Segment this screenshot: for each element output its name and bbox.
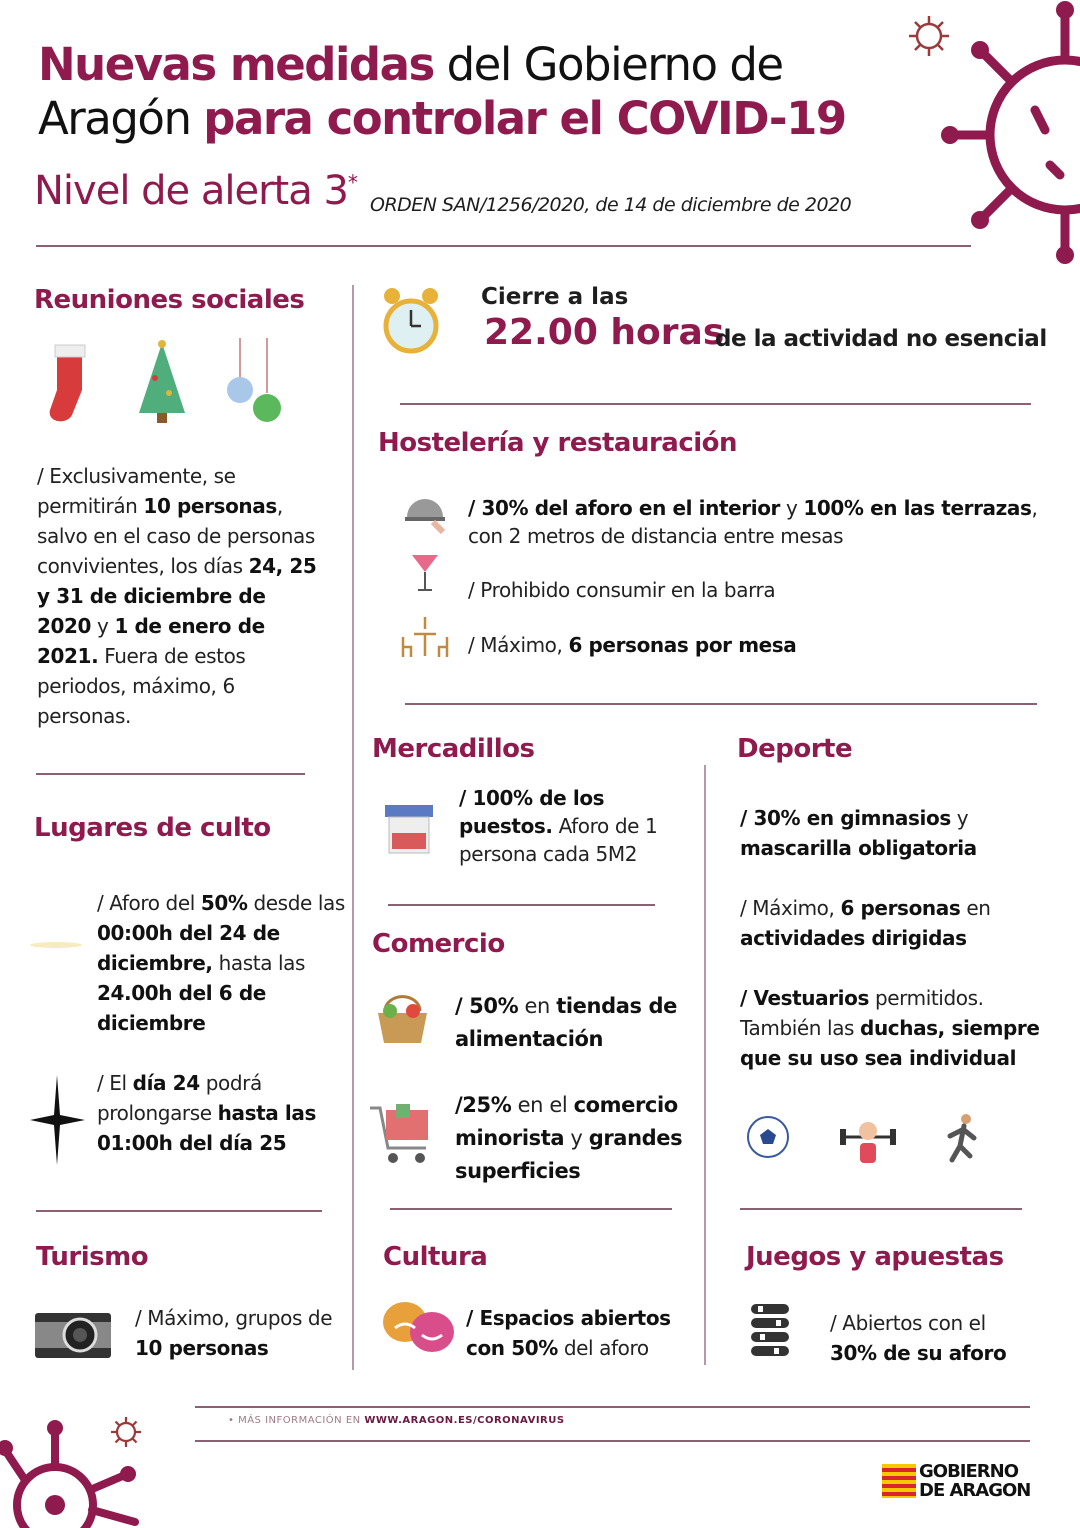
divider: [400, 403, 1031, 405]
section-title-reuniones: Reuniones sociales: [34, 285, 305, 315]
section-title-deporte: Deporte: [737, 734, 853, 764]
christmas-tree-icon: [135, 338, 190, 428]
mercadillos-text: [459, 784, 694, 868]
turismo-text: [135, 1303, 335, 1363]
section-title-turismo: Turismo: [36, 1242, 149, 1272]
text-emphasis: / 30% en gimnasios: [740, 806, 951, 830]
gobierno-aragon-logo: [882, 1462, 1042, 1502]
serving-tray-icon: [403, 492, 448, 537]
page-title-line2: [38, 92, 846, 146]
text-emphasis: mascarilla obligatoria: [740, 836, 977, 860]
cierre-label: Cierre a las: [481, 284, 629, 310]
aragon-flag-icon: [882, 1464, 916, 1498]
hosteleria-item-2: [468, 575, 1028, 605]
text-segment: hasta las: [212, 951, 306, 975]
poker-chips-icon: [748, 1300, 793, 1360]
deporte-item-3: [740, 983, 1060, 1073]
section-title-comercio: Comercio: [372, 929, 505, 959]
text-segment: podrá prolongarse: [97, 1071, 262, 1125]
hosteleria-item-3: [468, 630, 1028, 660]
divider: [740, 1208, 1022, 1210]
logo-line1: GOBIERNO: [919, 1461, 1019, 1482]
stocking-icon: [45, 340, 100, 425]
text-emphasis: 50%: [200, 891, 248, 915]
text-emphasis: día 24: [132, 1071, 200, 1095]
text-segment: / El: [97, 1071, 133, 1095]
small-virus-icon: [905, 12, 953, 60]
text-segment: del Gobierno de: [433, 38, 783, 91]
cultura-text: [466, 1303, 696, 1363]
food-basket-icon: [375, 993, 430, 1045]
page-title-line1: [38, 38, 783, 92]
text-emphasis: 1 de enero de 2021.: [37, 614, 265, 668]
cierre-hour: 22.00 horas: [484, 312, 725, 353]
footer-divider-top: [195, 1406, 1030, 1408]
column-divider: [352, 285, 354, 1370]
text-segment: permitidos. También las: [740, 986, 984, 1040]
text-segment: del aforo: [557, 1336, 649, 1360]
text-emphasis: / 100% de los puestos.: [459, 786, 605, 838]
text-segment: y: [950, 806, 969, 830]
text-segment: en el: [511, 1093, 574, 1117]
hosteleria-item-1: [468, 494, 1038, 550]
text-segment: en: [960, 896, 991, 920]
table-chairs-icon: [400, 612, 450, 660]
camera-icon: [35, 1308, 111, 1358]
soccer-ball-icon: [746, 1115, 791, 1160]
text-segment: , salvo en el caso de personas convivientes, los días: [37, 494, 315, 578]
section-title-mercadillos: Mercadillos: [372, 734, 535, 764]
text-segment: , con 2 metros de distancia entre mesas: [468, 496, 1038, 548]
more-info: • MÁS INFORMACIÓN EN WWW.ARAGON.ES/CORONAVIRUS: [228, 1415, 565, 1426]
order-reference: ORDEN SAN/1256/2020, de 14 de diciembre de 2020: [370, 194, 852, 216]
text-segment: / Máximo,: [740, 896, 841, 920]
coronavirus-link[interactable]: WWW.ARAGON.ES/CORONAVIRUS: [364, 1415, 565, 1426]
divider: [388, 904, 655, 906]
juegos-text: [830, 1308, 1030, 1368]
alert-footnote-mark: *: [347, 170, 357, 195]
deporte-item-2: [740, 893, 1060, 953]
shopping-cart-icon: [368, 1100, 433, 1165]
header-divider: [36, 245, 971, 247]
text-emphasis: /25%: [455, 1093, 512, 1117]
column-divider: [704, 765, 706, 1365]
divider: [36, 773, 305, 775]
divider: [405, 703, 1037, 705]
text-emphasis: tiendas de alimentación: [455, 994, 677, 1051]
text-emphasis: duchas, siempre que su uso sea individual: [740, 1016, 1040, 1070]
divider: [390, 1208, 672, 1210]
text-emphasis: comercio minorista: [455, 1093, 678, 1150]
alarm-clock-icon: [380, 284, 442, 359]
text-segment: Aragón: [38, 92, 204, 145]
section-title-juegos: Juegos y apuestas: [746, 1242, 1004, 1272]
text-emphasis: actividades dirigidas: [740, 926, 967, 950]
glow-star-icon: [28, 925, 84, 965]
market-stall-icon: [383, 803, 435, 855]
text-emphasis: / 50%: [455, 994, 519, 1018]
text-segment: / Abiertos con el: [830, 1311, 986, 1335]
weightlifter-icon: [838, 1115, 898, 1167]
small-virus-icon-bottom: [108, 1414, 144, 1450]
cierre-rest: de la actividad no esencial: [715, 326, 1047, 352]
alert-level-text: Nivel de alerta 3: [34, 168, 348, 214]
text-emphasis: 10 personas: [143, 494, 277, 518]
runner-icon: [940, 1112, 980, 1170]
comercio-item-2: [455, 1089, 700, 1188]
text-emphasis: grandes superficies: [455, 1126, 683, 1183]
more-info-label: MÁS INFORMACIÓN EN: [238, 1415, 365, 1426]
cocktail-icon: [410, 550, 440, 595]
divider: [36, 1210, 322, 1212]
comercio-item-1: [455, 990, 695, 1056]
text-emphasis: / 30% del aforo en el interior: [468, 496, 780, 520]
text-emphasis: para controlar el COVID-19: [203, 92, 846, 145]
theater-masks-icon: [380, 1300, 458, 1355]
text-segment: y: [91, 614, 115, 638]
text-emphasis: / Espacios abiertos con 50%: [466, 1306, 671, 1360]
text-segment: Aforo de 1 persona cada 5M2: [459, 814, 658, 866]
text-emphasis: 24.00h del 6 de diciembre: [97, 981, 266, 1035]
section-title-cultura: Cultura: [383, 1242, 488, 1272]
virus-icon: [940, 0, 1080, 270]
text-segment: Fuera de estos periodos, máximo, 6 personas.: [37, 644, 246, 728]
culto-item-2: [97, 1068, 337, 1158]
text-segment: desde las: [247, 891, 345, 915]
text-emphasis: 10 personas: [135, 1336, 269, 1360]
logo-line2: DE ARAGON: [919, 1480, 1031, 1501]
text-segment: y: [780, 496, 804, 520]
reuniones-text: [37, 461, 322, 731]
text-emphasis: hasta las 01:00h del día 25: [97, 1101, 316, 1155]
culto-item-1: [97, 888, 347, 1038]
text-emphasis: / Vestuarios: [740, 986, 869, 1010]
text-emphasis: 100% en las terrazas: [803, 496, 1032, 520]
text-segment: y: [564, 1126, 589, 1150]
text-segment: / Máximo, grupos de: [135, 1306, 333, 1330]
text-emphasis: 6 personas por mesa: [568, 633, 797, 657]
text-segment: / Prohibido consumir en la barra: [468, 578, 776, 602]
text-segment: / Aforo del: [97, 891, 201, 915]
text-segment: / Exclusivamente, se permitirán: [37, 464, 236, 518]
text-emphasis: 00:00h del 24 de diciembre,: [97, 921, 280, 975]
text-emphasis: Nuevas medidas: [38, 38, 434, 91]
text-emphasis: 24, 25 y 31 de diciembre de 2020: [37, 554, 317, 638]
alert-level: [34, 168, 357, 214]
sparkle-star-icon: [30, 1075, 85, 1165]
section-title-hosteleria: Hostelería y restauración: [378, 428, 738, 458]
text-segment: en: [518, 994, 557, 1018]
ornaments-icon: [225, 338, 285, 428]
text-emphasis: 6 personas: [840, 896, 961, 920]
text-emphasis: 30% de su aforo: [830, 1341, 1007, 1365]
deporte-item-1: [740, 803, 1060, 863]
section-title-culto: Lugares de culto: [34, 813, 271, 843]
text-segment: / Máximo,: [468, 633, 569, 657]
footer-divider-bottom: [195, 1440, 1030, 1442]
